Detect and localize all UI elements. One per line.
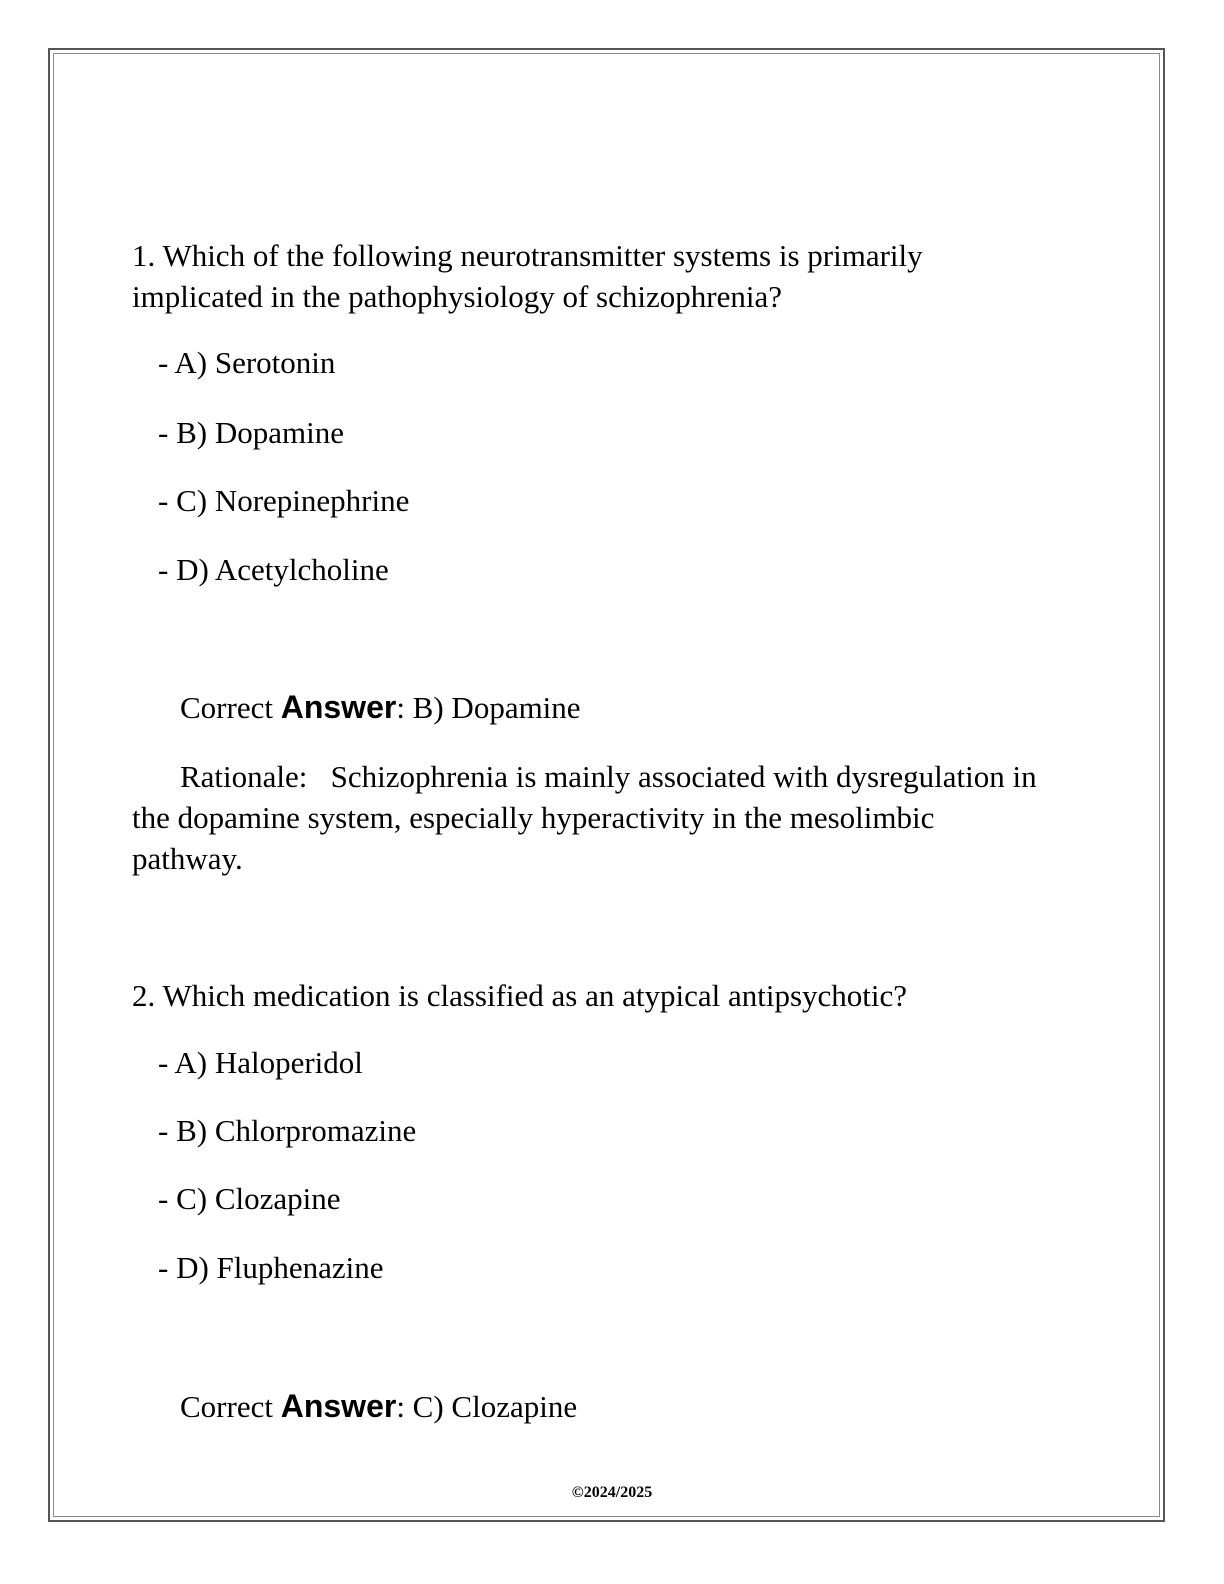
answer-value: : B) Dopamine — [396, 690, 581, 725]
question-1-option-d: - D) Acetylcholine — [158, 552, 389, 587]
question-1-text: 1. Which of the following neurotransmitter systems is primarily implicated in the pathophysiology of schizophrenia? — [132, 238, 923, 314]
answer-prefix: Correct — [180, 690, 281, 725]
question-2-text: 2. Which medication is classified as an atypical antipsychotic? — [132, 978, 908, 1013]
question-1-correct-answer — [180, 687, 581, 728]
question-2-option-b: - B) Chlorpromazine — [158, 1113, 417, 1148]
question-2-option-d: - D) Fluphenazine — [158, 1250, 384, 1285]
question-1-rationale: Rationale: Schizophrenia is mainly associated with dysregulation in the dopamine system, especially hyperactivity in the mesolimbic pathway. — [132, 759, 1045, 876]
answer-word: Answer — [280, 689, 397, 725]
question-2-option-c: - C) Clozapine — [158, 1181, 341, 1216]
question-2-option-a: - A) Haloperidol — [158, 1045, 363, 1080]
question-1-option-b: - B) Dopamine — [158, 415, 344, 450]
question-2-correct-answer — [180, 1386, 577, 1427]
answer-prefix: Correct — [180, 1389, 281, 1424]
copyright-footer: ©2024/2025 — [571, 1484, 653, 1501]
answer-value: : C) Clozapine — [396, 1389, 578, 1424]
answer-word: Answer — [280, 1388, 397, 1424]
question-1-option-a: - A) Serotonin — [158, 345, 336, 380]
question-1-option-c: - C) Norepinephrine — [158, 483, 410, 518]
